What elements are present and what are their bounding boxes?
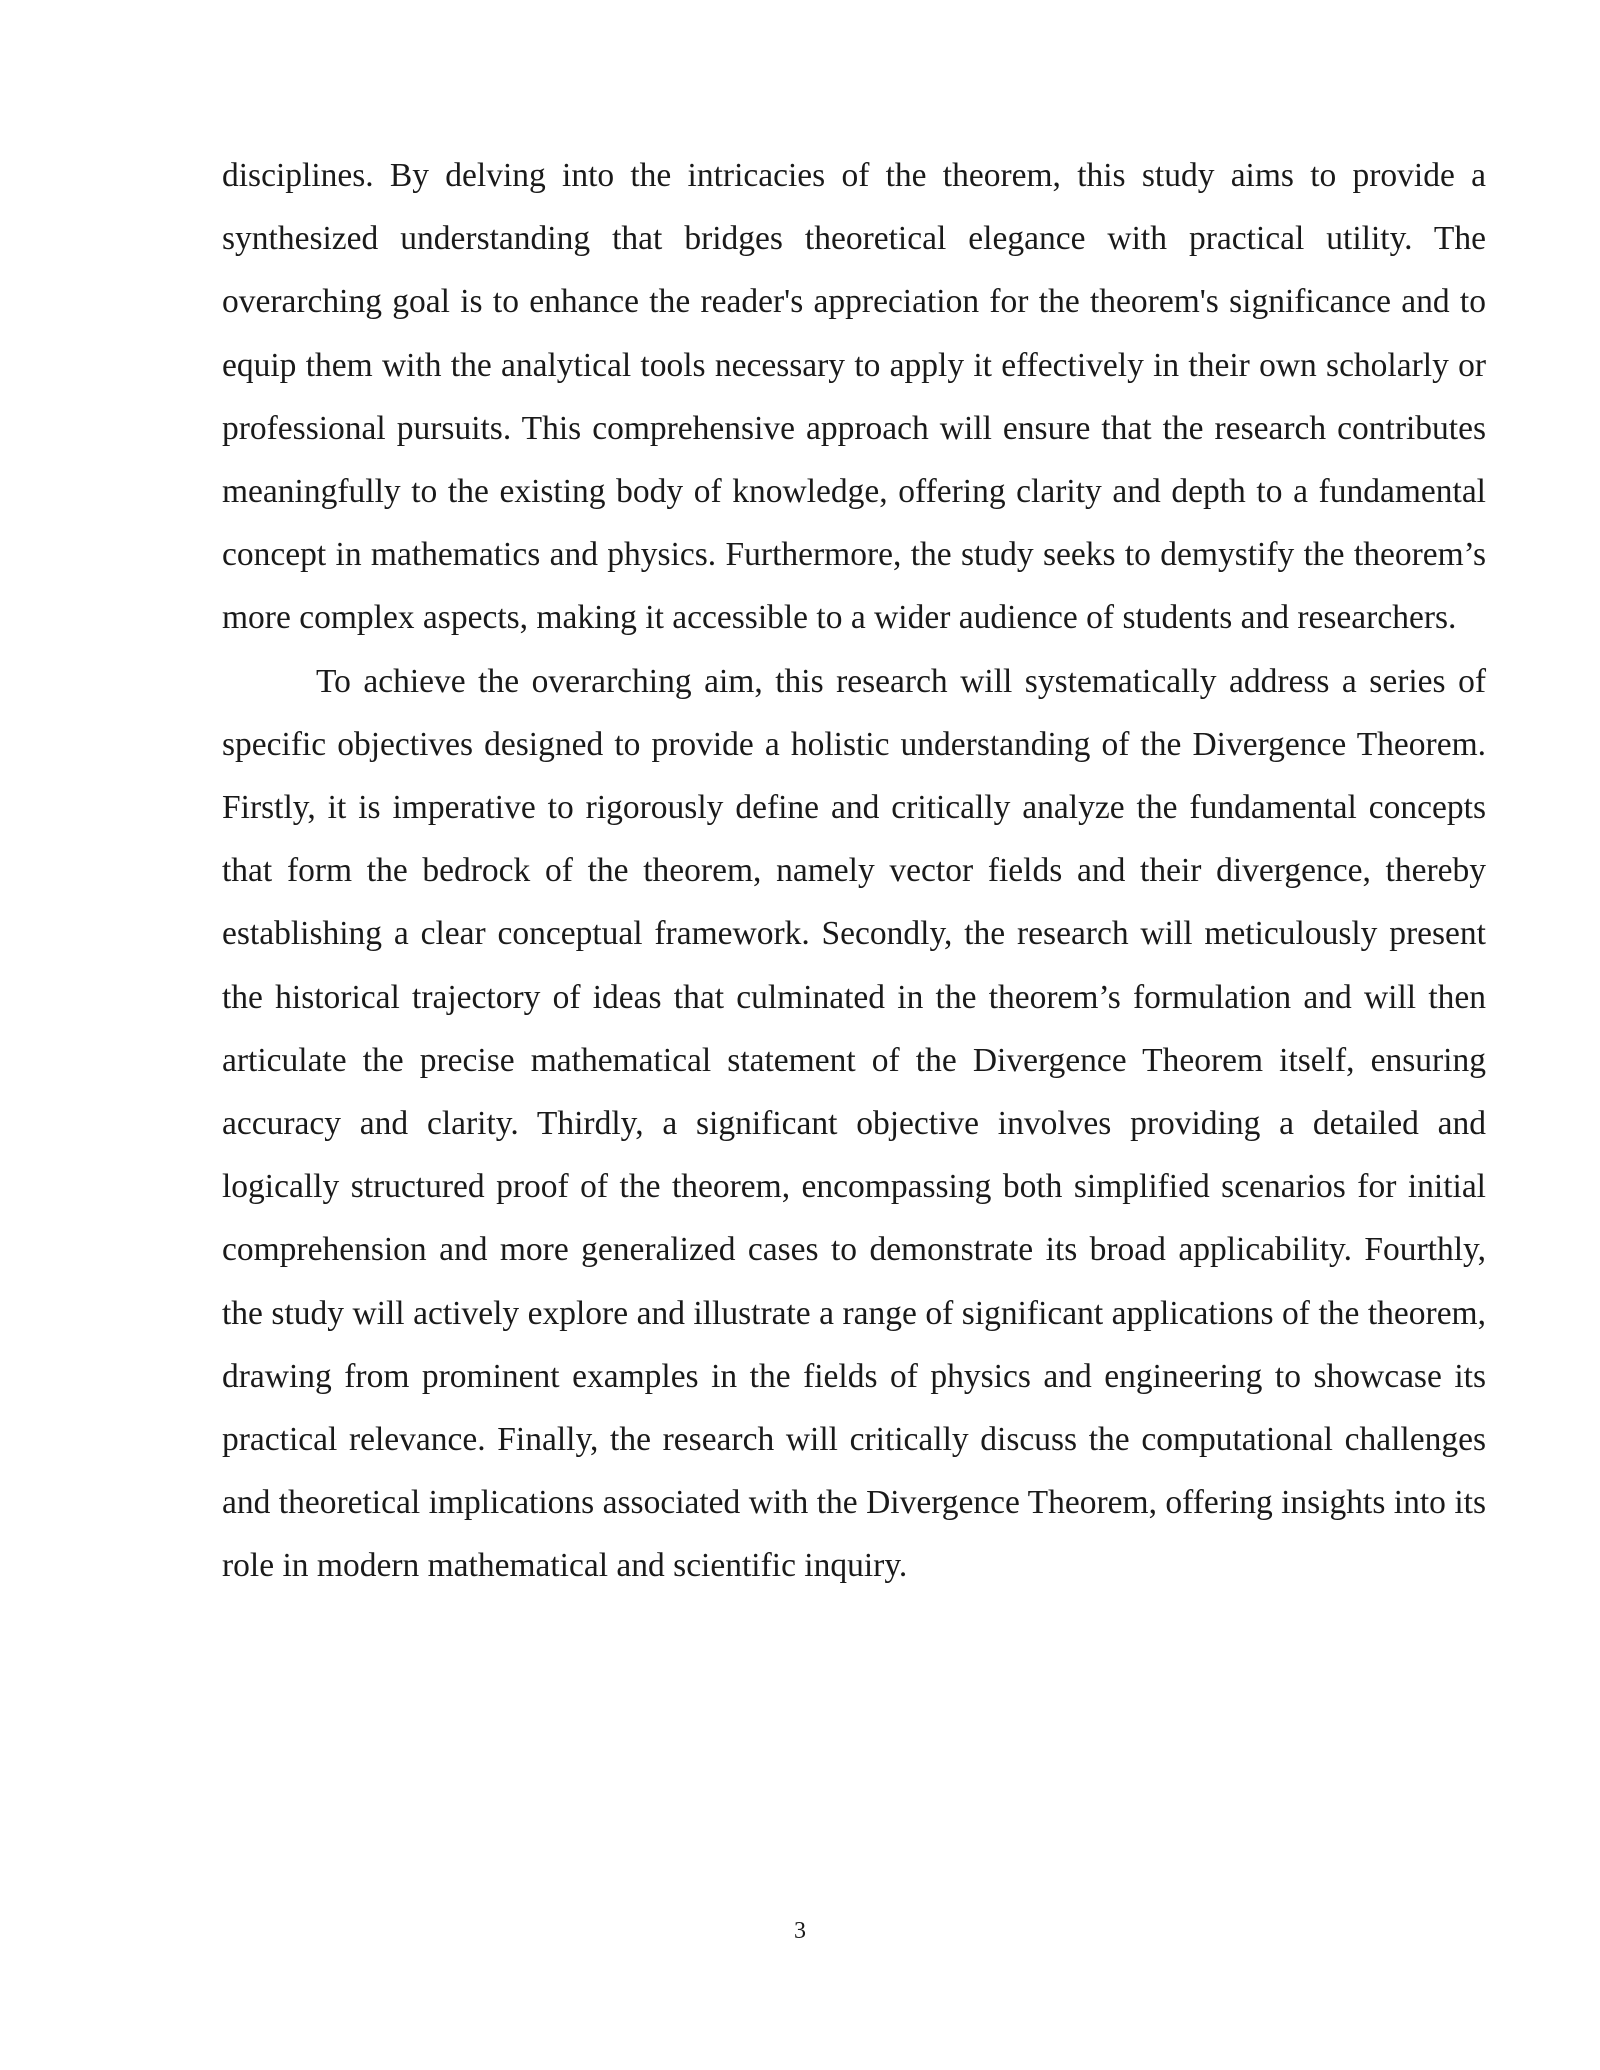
paragraph-continuation: disciplines. By delving into the intricacies of the theorem, this study aims to provide a synthesized understanding that bridges theoretical elegance with practical utility. The overarching goal is to enhance the reader's appreciation for the theorem's significance and to equip them with the analytical tools necessary to apply it effectively in their own scholarly or professional pursuits. This comprehensive approach will ensure that the research contributes meaningfully to the existing body of knowledge, offering clarity and depth to a fundamental concept in mathematics and physics. Furthermore, the study seeks to demystify the theorem’s more complex aspects, making it accessible to a wider audience of students and researchers. <box>222 157 1486 637</box>
paragraph-objectives: To achieve the overarching aim, this research will systematically address a series of specific objectives designed to provide a holistic understanding of the Divergence Theorem. Firstly, it is imperative to rigorously define and critically analyze the fundamental concepts that form the bedrock of the theorem, namely vector fields and their divergence, thereby establishing a clear conceptual framework. Secondly, the research will meticulously present the historical trajectory of ideas that culminated in the theorem’s formulation and will then articulate the precise mathematical statement of the Divergence Theorem itself, ensuring accuracy and clarity. Thirdly, a significant objective involves providing a detailed and logically structured proof of the theorem, encompassing both simplified scenarios for initial comprehension and more generalized cases to demonstrate its broad applicability. Fourthly, the study will actively explore and illustrate a range of significant applications of the theorem, drawing from prominent examples in the fields of physics and engineering to showcase its practical relevance. Finally, the research will critically discuss the computational challenges and theoretical implications associated with the Divergence Theorem, offering insights into its role in modern mathematical and scientific inquiry. <box>222 662 1486 1585</box>
page-number: 3 <box>794 1918 806 1944</box>
body-text <box>222 144 1486 1598</box>
